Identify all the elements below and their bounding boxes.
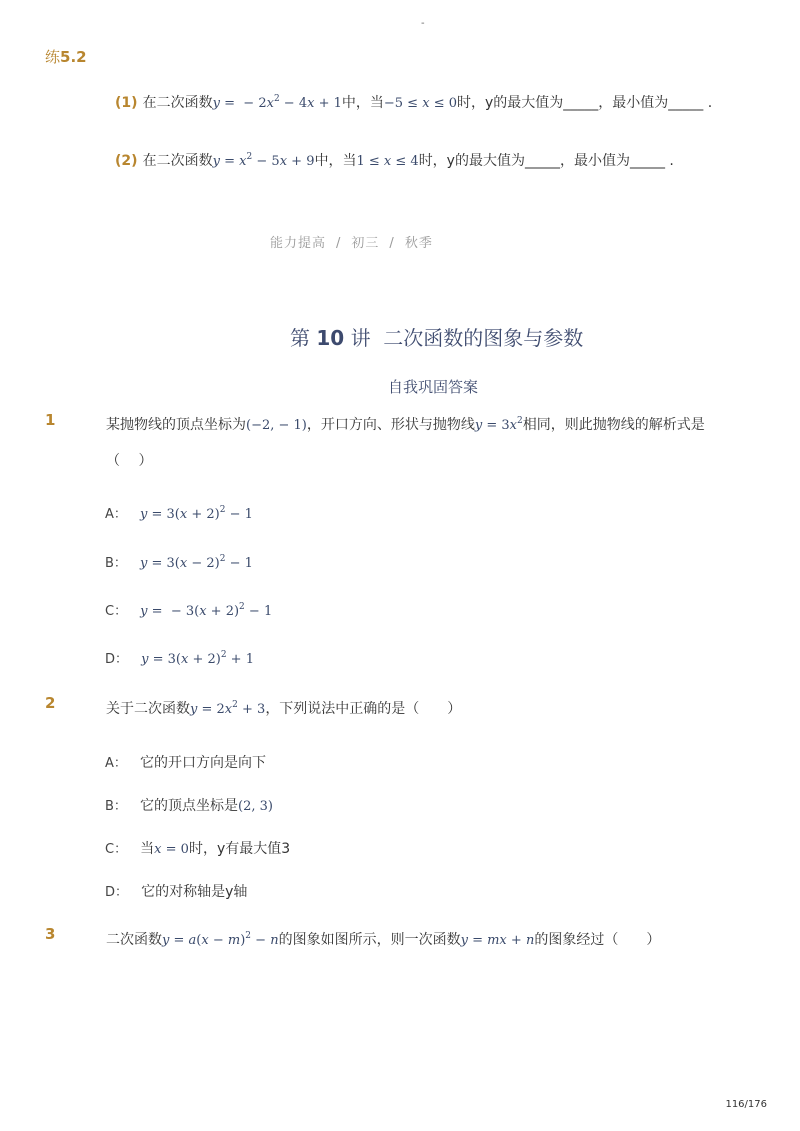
vertex-coordinate: (−2, − 1): [246, 418, 307, 433]
option-text: 当: [140, 841, 155, 857]
page-number: 116/176: [725, 1099, 767, 1110]
reference-parabola: $y = 3x^2$: [474, 416, 523, 433]
practice-text-post: 时，y的最大值为_____，最小值为_____ .: [457, 95, 713, 111]
practice-expression: $y = x^2 - 5x + 9$: [212, 152, 315, 169]
lecture-topic: 二次函数的图象与参数: [383, 326, 584, 350]
linear-expression: y = mx + n: [460, 933, 535, 948]
section-prefix: 练: [45, 48, 61, 66]
question-1-stem: [106, 414, 705, 434]
option-letter: B：: [105, 556, 127, 571]
question-2-stem: [106, 698, 461, 718]
section-label: [45, 46, 87, 67]
breadcrumb: [270, 232, 433, 251]
question-text: 某抛物线的顶点坐标为: [106, 417, 246, 433]
option-b[interactable]: [105, 795, 273, 815]
question-text: 的图象经过（ ）: [534, 932, 661, 948]
practice-number: (2): [115, 153, 138, 169]
option-text: 时，y有最大值3: [188, 841, 291, 857]
practice-condition: 1 ≤ x ≤ 4: [356, 154, 419, 169]
question-text: 关于二次函数: [106, 701, 190, 717]
practice-text-mid: 中，当: [341, 95, 384, 111]
option-d[interactable]: [105, 648, 254, 667]
option-c[interactable]: [105, 600, 272, 619]
breadcrumb-item: 初三: [351, 236, 380, 251]
function-expression: $y = a(x - m)^2 - n$: [162, 931, 279, 948]
lecture-number: 10: [316, 326, 345, 350]
question-number-2: 2: [45, 694, 56, 712]
option-expression: $y = 3(x + 2)^2 + 1$: [141, 650, 254, 667]
option-letter: D：: [105, 885, 129, 900]
question-text: 相同，则此抛物线的解析式是: [522, 417, 705, 433]
option-d[interactable]: [105, 881, 247, 901]
option-text: 它的对称轴是y轴: [141, 884, 248, 900]
option-b[interactable]: [105, 552, 253, 571]
practice-condition: −5 ≤ x ≤ 0: [383, 96, 457, 111]
question-text: ，下列说法中正确的是（ ）: [265, 701, 462, 717]
option-a[interactable]: [105, 752, 266, 772]
option-expression: $y = 3(x + 2)^2 - 1$: [140, 505, 253, 522]
practice-text-mid: 中，当: [314, 153, 357, 169]
option-expression: $y = 3(x - 2)^2 - 1$: [140, 554, 253, 571]
practice-text-post: 时，y的最大值为_____，最小值为_____ .: [418, 153, 674, 169]
question-text: ，开口方向、形状与抛物线: [306, 417, 475, 433]
practice-item-2: [115, 150, 674, 170]
practice-item-1: [115, 92, 712, 112]
question-1-blank: （ ）: [106, 453, 153, 469]
breadcrumb-item: 能力提高: [270, 236, 327, 251]
question-number-3: 3: [45, 925, 56, 943]
function-expression: $y = 2x^2 + 3$: [190, 700, 266, 717]
option-letter: B：: [105, 799, 127, 814]
question-text: 二次函数: [106, 932, 162, 948]
option-letter: C：: [105, 842, 128, 857]
lecture-title: [290, 322, 583, 351]
breadcrumb-separator: /: [389, 236, 395, 251]
option-text: 它的顶点坐标是: [140, 798, 239, 814]
question-number-1: 1: [45, 411, 56, 429]
option-a[interactable]: [105, 503, 253, 522]
question-text: 的图象如图所示，则一次函数: [278, 932, 461, 948]
option-expression: (2, 3): [238, 799, 273, 814]
option-letter: A：: [105, 507, 127, 522]
breadcrumb-separator: /: [336, 236, 342, 251]
option-text: 它的开口方向是向下: [140, 755, 266, 771]
option-c[interactable]: [105, 838, 290, 858]
option-expression: x = 0: [154, 842, 189, 857]
practice-text-pre: 在二次函数: [142, 153, 213, 169]
lecture-suffix: 讲: [350, 326, 371, 350]
practice-expression: y = − $2x^2 - 4x + 1$: [212, 94, 342, 111]
question-3-stem: [106, 929, 660, 949]
answers-heading: 自我巩固答案: [388, 378, 479, 396]
practice-text-pre: 在二次函数: [142, 95, 213, 111]
option-expression: y = − $3(x + 2)^2 - 1$: [140, 602, 273, 619]
option-letter: D：: [105, 652, 129, 667]
practice-number: (1): [115, 95, 138, 111]
option-letter: C：: [105, 604, 128, 619]
lecture-prefix: 第: [290, 326, 310, 350]
option-letter: A：: [105, 756, 127, 771]
header-dash: -: [421, 18, 425, 29]
section-number: 5.2: [60, 48, 87, 66]
breadcrumb-item: 秋季: [404, 236, 433, 251]
